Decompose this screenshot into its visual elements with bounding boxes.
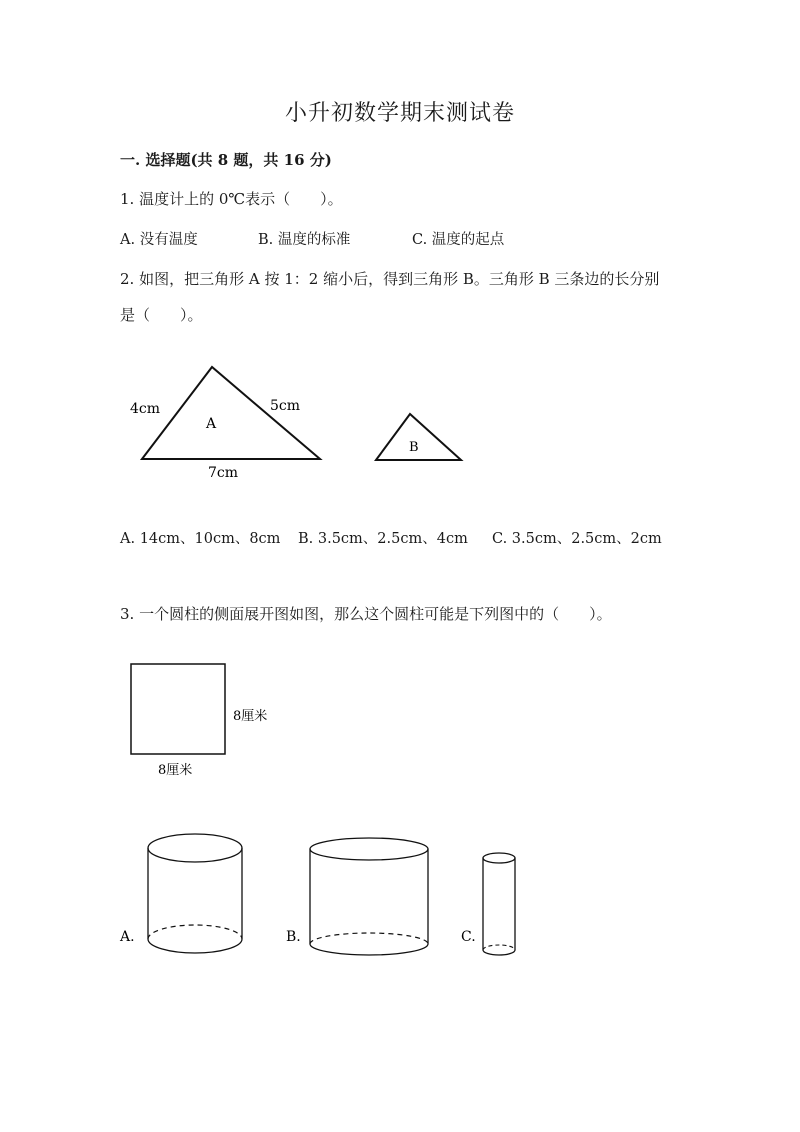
question-2-stem-line-2: 是（ ）。 bbox=[120, 306, 203, 324]
question-1-stem: 1. 温度计上的 0℃表示（ ）。 bbox=[120, 190, 343, 208]
question-1-option-c: C. 温度的起点 bbox=[412, 232, 505, 248]
question-2-option-c: C. 3.5cm、2.5cm、2cm bbox=[492, 531, 662, 547]
question-1-option-a: A. 没有温度 bbox=[120, 232, 198, 248]
triangle-a-base-label: 7cm bbox=[208, 465, 239, 481]
cylinder-b bbox=[310, 838, 428, 955]
triangle-a-label: A bbox=[206, 416, 217, 432]
page-title: 小升初数学期末测试卷 bbox=[284, 101, 515, 126]
square-side-label: 8厘米 bbox=[233, 709, 268, 724]
square-bottom-label: 8厘米 bbox=[158, 763, 193, 778]
section-heading: 一. 选择题(共 8 题，共 16 分) bbox=[120, 151, 332, 169]
question-2-option-a: A. 14cm、10cm、8cm bbox=[120, 531, 281, 547]
question-3-stem: 3. 一个圆柱的侧面展开图如图，那么这个圆柱可能是下列图中的（ ）。 bbox=[120, 605, 612, 623]
cylinder-c bbox=[483, 853, 515, 955]
question-1-option-b: B. 温度的标准 bbox=[258, 232, 351, 248]
cylinder-a bbox=[148, 834, 242, 953]
triangle-a-left-side-label: 4cm bbox=[130, 401, 161, 417]
cylinder-choice-a: A. bbox=[120, 929, 135, 945]
cylinder-choice-c: C. bbox=[461, 929, 476, 945]
triangle-a-right-side-label: 5cm bbox=[270, 398, 301, 414]
cylinder-choice-b: B. bbox=[286, 929, 301, 945]
triangle-b-label: B bbox=[409, 440, 419, 455]
question-2-stem-line-1: 2. 如图，把三角形 A 按 1：2 缩小后，得到三角形 B。三角形 B 三条边的长分别 bbox=[120, 270, 660, 288]
unfolded-square bbox=[131, 664, 225, 754]
question-2-option-b: B. 3.5cm、2.5cm、4cm bbox=[298, 531, 468, 547]
